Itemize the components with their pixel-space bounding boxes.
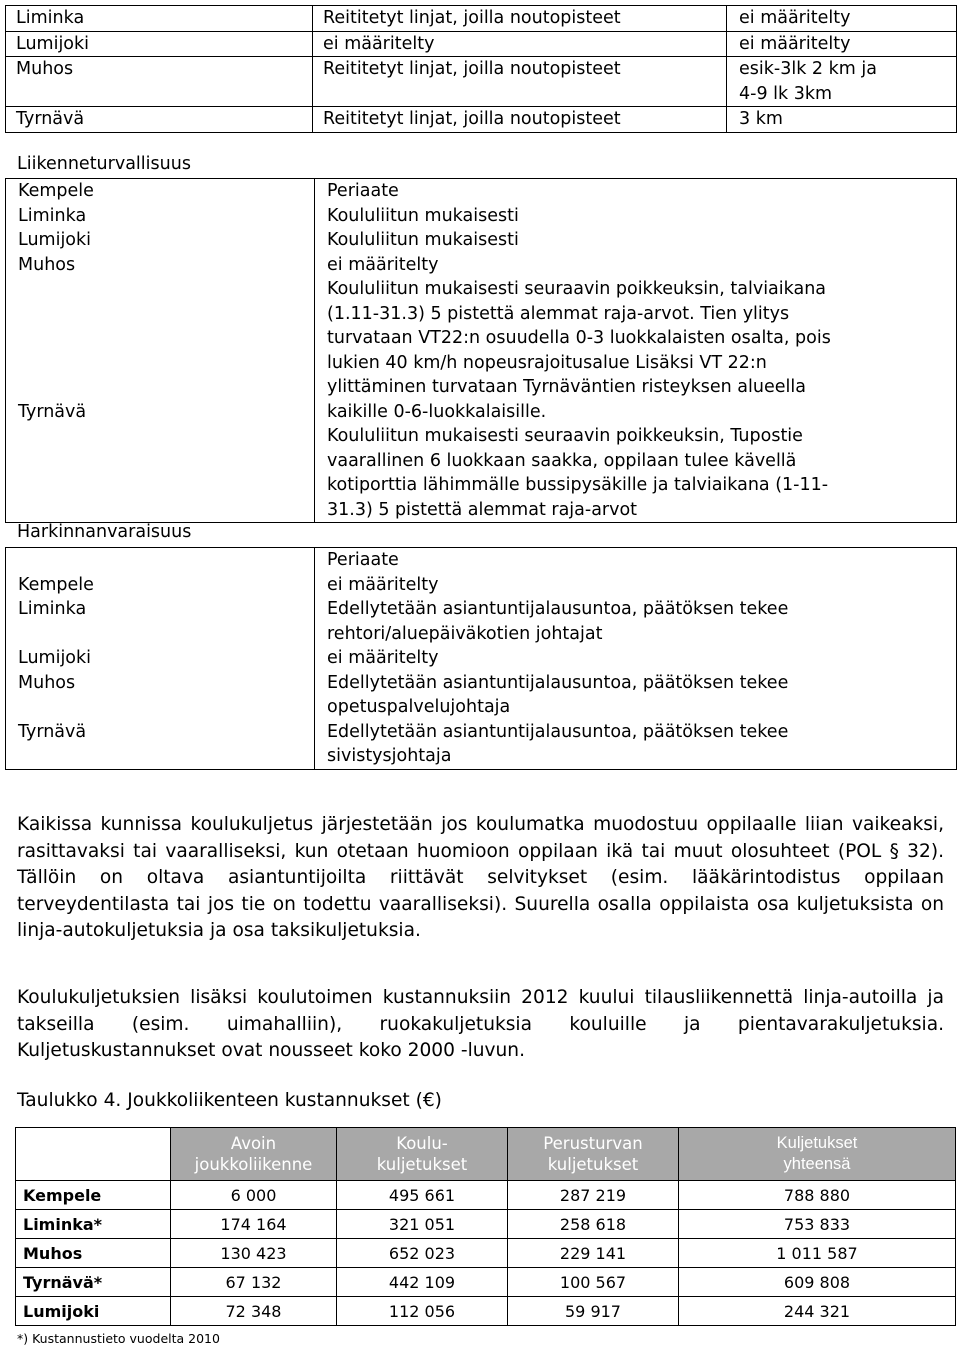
row-key (18, 302, 314, 327)
table-cell: 788 880 (679, 1181, 956, 1210)
municipality-column (6, 179, 315, 523)
footnote: *) Kustannustieto vuodelta 2010 (17, 1331, 220, 1346)
table-row (6, 107, 957, 133)
table-cell: 609 808 (679, 1268, 956, 1297)
discretion-table (5, 547, 957, 770)
row-value: Edellytetään asiantuntijalausuntoa, päätöksen tekee (327, 599, 789, 619)
policy-column (315, 179, 957, 523)
column-header: Kuljetukset yhteensä (679, 1128, 956, 1181)
row-value: kotiporttia lähimmälle bussipysäkille ja talviaikana (1-11- (327, 475, 829, 495)
table-cell: ei määritelty (727, 6, 957, 32)
row-key: Tyrnävä (18, 401, 87, 422)
row-key: Lumijoki (18, 230, 92, 250)
table-row (16, 1181, 956, 1210)
column-header: Koulu- kuljetukset (337, 1128, 508, 1181)
section-title-traffic-safety: Liikenneturvallisuus (17, 154, 191, 174)
table-header-row (16, 1128, 956, 1181)
row-key: Kempele (18, 574, 94, 595)
table-cell: ei määritelty (313, 31, 727, 57)
row-value: ei määritelty (327, 648, 439, 668)
table-cell: 258 618 (508, 1210, 679, 1239)
table-cell: Reititetyt linjat, joilla noutopisteet (313, 57, 727, 107)
table-cell: 130 423 (171, 1239, 337, 1268)
row-label: Liminka* (16, 1210, 171, 1239)
table-row (16, 1297, 956, 1326)
row-value: ei määritelty (327, 254, 439, 275)
table-cell: Tyrnävä (6, 107, 313, 133)
table-row (6, 57, 957, 107)
row-value: turvataan VT22:n osuudella 0-3 luokkalaisten osalta, pois (327, 328, 831, 348)
row-label: Tyrnävä* (16, 1268, 171, 1297)
table-row (6, 31, 957, 57)
row-key (18, 326, 314, 351)
table-row (6, 6, 957, 32)
table-cell: 67 132 (171, 1268, 337, 1297)
column-header: Avoin joukkoliikenne (171, 1128, 337, 1181)
row-key: Kempele (18, 181, 94, 201)
row-value: 31.3) 5 pistettä alemmat raja-arvot (327, 499, 638, 520)
table-cell: Reititetyt linjat, joilla noutopisteet (313, 6, 727, 32)
table-row (16, 1210, 956, 1239)
row-key (18, 375, 314, 400)
row-value: Koululiitun mukaisesti (327, 230, 519, 250)
row-key: Muhos (18, 672, 76, 693)
table-cell: 6 000 (171, 1181, 337, 1210)
row-label: Muhos (16, 1239, 171, 1268)
row-value: Koululiitun mukaisesti seuraavin poikkeuksin, Tupostie (327, 426, 803, 446)
row-value: (1.11-31.3) 5 pistettä alemmat raja-arvot. Tien ylitys (327, 303, 790, 324)
table-row (6, 179, 957, 523)
row-value: Periaate (327, 550, 399, 570)
body-paragraph: Koulukuljetuksien lisäksi koulutoimen kustannuksiin 2012 kuului tilausliikennettä linja-autoilla ja takseilla (esim. uimahalliin), ruokakuljetuksia kouluille ja pientavarakuljetuksia. Kuljetuskustannukset ovat nousseet koko 2000 -luvun. (17, 987, 944, 1062)
row-value: sivistysjohtaja (327, 746, 452, 766)
row-value: kaikille 0-6-luokkalaisille. (327, 401, 547, 422)
table-row (16, 1239, 956, 1268)
table-cell: 321 051 (337, 1210, 508, 1239)
table-cell: 287 219 (508, 1181, 679, 1210)
row-value: lukien 40 km/h nopeusrajoitusalue Lisäksi VT 22:n (327, 352, 767, 373)
header-corner (16, 1128, 171, 1181)
row-label: Lumijoki (16, 1297, 171, 1326)
row-key (18, 449, 314, 474)
row-key (18, 473, 314, 498)
table-cell: esik-3lk 2 km ja 4-9 lk 3km (727, 57, 957, 107)
table-cell: Muhos (6, 57, 313, 107)
table-caption: Taulukko 4. Joukkoliikenteen kustannukset (€) (17, 1090, 442, 1111)
row-key (18, 424, 314, 449)
section-title-discretion: Harkinnanvaraisuus (17, 522, 192, 542)
row-key (18, 548, 314, 573)
table-cell: Reititetyt linjat, joilla noutopisteet (313, 107, 727, 133)
row-label: Kempele (16, 1181, 171, 1210)
row-value: Periaate (327, 181, 399, 201)
table-cell: 442 109 (337, 1268, 508, 1297)
row-value: opetuspalvelujohtaja (327, 697, 511, 717)
table-cell: 72 348 (171, 1297, 337, 1326)
policy-column (315, 548, 957, 770)
row-value: Edellytetään asiantuntijalausuntoa, päätöksen tekee (327, 672, 789, 693)
table-cell: 174 164 (171, 1210, 337, 1239)
table-cell: 59 917 (508, 1297, 679, 1326)
table-cell: 753 833 (679, 1210, 956, 1239)
row-key (18, 277, 314, 302)
table-cell: 229 141 (508, 1239, 679, 1268)
row-key: Liminka (18, 599, 87, 619)
row-value: rehtori/aluepäiväkotien johtajat (327, 623, 603, 644)
table-cell: 244 321 (679, 1297, 956, 1326)
row-key (18, 695, 314, 720)
table-row (16, 1268, 956, 1297)
row-key (18, 744, 314, 769)
table-cell: Liminka (6, 6, 313, 32)
table-cell: 1 011 587 (679, 1239, 956, 1268)
table-cell: 100 567 (508, 1268, 679, 1297)
table-cell: 112 056 (337, 1297, 508, 1326)
table-row (6, 548, 957, 770)
column-header: Perusturvan kuljetukset (508, 1128, 679, 1181)
table-cell: Lumijoki (6, 31, 313, 57)
row-value: ei määritelty (327, 574, 439, 595)
body-paragraph: Kaikissa kunnissa koulukuljetus järjestetään jos koulumatka muodostuu oppilaalle liian vaikeaksi, rasittavaksi tai vaaralliseksi, kun otetaan huomioon oppilaan ikä tai muut olosuhteet (POL § 32). Tällöin on oltava asiantuntijoilta riittävät selvitykset (esim. lääkärintodistus oppilaan terveydentilasta tai jos tie on todettu vaaralliseksi). Suurella osalla oppilaista osa kuljetuksista on linja-autokuljetuksia ja osa taksikuljetuksia. (17, 814, 944, 942)
row-key: Muhos (18, 254, 76, 275)
traffic-safety-table (5, 178, 957, 523)
row-key: Lumijoki (18, 648, 92, 668)
table-cell: 652 023 (337, 1239, 508, 1268)
row-value: Koululiitun mukaisesti (327, 205, 519, 226)
cost-table (15, 1127, 956, 1326)
row-value: vaarallinen 6 luokkaan saakka, oppilaan tulee kävellä (327, 450, 797, 471)
table-cell: ei määritelty (727, 31, 957, 57)
table-cell: 495 661 (337, 1181, 508, 1210)
row-value: Edellytetään asiantuntijalausuntoa, päätöksen tekee (327, 721, 789, 742)
row-key: Liminka (18, 205, 87, 226)
row-value: ylittäminen turvataan Tyrnäväntien risteyksen alueella (327, 377, 806, 397)
municipality-column (6, 548, 315, 770)
row-key: Tyrnävä (18, 721, 87, 742)
table-cell: 3 km (727, 107, 957, 133)
row-value: Koululiitun mukaisesti seuraavin poikkeuksin, talviaikana (327, 279, 827, 299)
top-table (5, 5, 957, 133)
row-key (18, 351, 314, 376)
row-key (18, 622, 314, 647)
